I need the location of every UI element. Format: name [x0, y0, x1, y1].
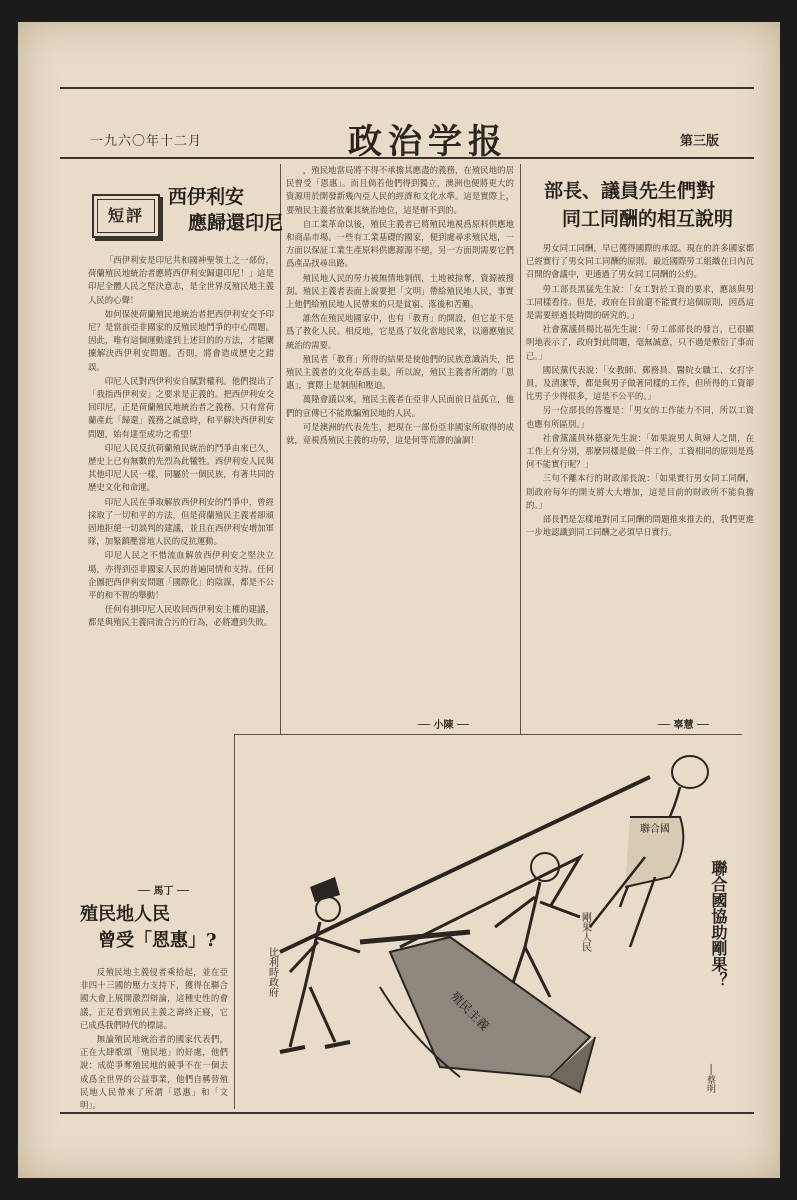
right-paragraph: 勞工部長黑猛先生說：「女工對於工資的要求，應該與男工同樣看待。但是，政府在目前還不能實行這個原則，因爲這是需要經過長時間的研究的。」 — [526, 283, 754, 321]
belgium-label: 比利時政府 — [266, 947, 278, 997]
middle-article-body — [286, 164, 514, 712]
middle-paragraph: 可是澳洲的代表先生，把現在一部份亞非國家所取得的成就，竟視爲殖民主義的功勞，這是何等荒謬的論調！ — [286, 421, 514, 446]
congo-people-figure — [495, 853, 580, 997]
newspaper-title: 政治学报 — [348, 122, 508, 162]
belgian-soldier-figure — [280, 877, 360, 1052]
right-paragraph: 另一位部長的答覆是：「男女的工作能力不同，所以工資也應有所區別。」 — [526, 405, 754, 429]
right-headline-line1: 部長、議員先生們對 — [544, 180, 716, 202]
middle-paragraph: 誰然在殖民地國家中，也有「教育」的開設，但它並不是爲了教化人民。相反地，它是爲了奴化當地民衆，以適應殖民統治的需要。 — [286, 313, 514, 350]
left-paragraph: 「西伊利安是印尼共和國神聖領土之一部份，荷蘭殖民地統治者應將西伊利安歸還印尼！」這是印尼全體人民之堅決意志，是全世界反殖民地主義人民的心聲！ — [88, 255, 274, 305]
right-paragraph: 三句不離本行的財政部長說：「如果實行男女同工同酬，則政府每年的開支將大大增加，這是目前的財政所不能負擔的。」 — [526, 473, 754, 510]
left-headline-line1: 西伊利安 — [168, 186, 245, 208]
column-divider-1 — [280, 164, 281, 734]
right-headline-line2: 同工同酬的相互說明 — [562, 208, 734, 230]
un-label: 聯合國 — [640, 824, 670, 835]
colony-article-body — [80, 966, 228, 1111]
right-paragraph: 社會黨議員楊比福先生說：「勞工部部長的發言，已很顯明地表示了，政府對此問題，毫無誠意，只不過是敷衍了事而已。」 — [526, 324, 754, 361]
middle-paragraph: 自工業革命以後，殖民主義者已將殖民地視爲原料供應地和商品市場。一些有工業基礎的國家，便到處尋求殖民地，一方面以保証工業生產原料供應源源不絕，另一方面則需要它們爲產品找尋出路。 — [286, 218, 514, 269]
left-paragraph: 印尼人民之不惜流血解放西伊利安之堅決立場，亦得到亞非國家人民的普遍同情和支持。任何企圖把西伊利安問題「國際化」的陰謀，都是不公平的和不智的舉動！ — [88, 550, 274, 601]
left-paragraph: 印尼人民在爭取解放西伊利安的鬥爭中，曾經採取了一切和平的方法，但是荷蘭殖民主義者卻頑固地拒絕一切談判的建議，並且在西伊利安增加軍隊，加緊鎮壓當地人民的反抗運動。 — [88, 496, 274, 547]
column-divider-2 — [520, 164, 521, 734]
colony-paragraph: 反殖民地主義侵者乘拾起，並在亞非四十三國的壓力支持下，獲得在聯合國大會上展開激烈辯論，這種史性的會議，正足看到殖民主義之壽終正寢，它已成爲我們時代的標誌。 — [80, 967, 228, 1030]
colony-headline-line2: 曾受「恩惠」? — [98, 930, 217, 951]
cartoon-caption: 聯合國協助剛果？ — [709, 860, 728, 988]
cannon-label: 殖民主義 — [447, 989, 492, 1034]
middle-paragraph: 萬隆會議以來，殖民主義者在亞非人民面前日益孤立，他們的宣傳已不能欺騙殖民地的人民。 — [286, 394, 514, 418]
right-article-byline: ── 辜慧 ── — [658, 720, 710, 731]
masthead-rule — [60, 157, 754, 159]
edition-label: 第三版 — [680, 134, 720, 149]
right-paragraph: 社會黨議員林德豪先生說：「如果說男人與婦人之間，在工作上有分別，那麼同樣是做一件工作，工資相同的原則是爲何不能實行呢？」 — [526, 432, 754, 470]
newspaper-page — [18, 22, 780, 1178]
left-article-byline: ── 馬丁 ── — [138, 886, 190, 897]
middle-paragraph: 殖民地人民的勞力被無情地剝削，土地被掠奪，資源被搜刮。殖民主義者表面上說要把「文明」帶給殖民地人民，事實上他們給殖民地人民帶來的只是貧窮、落後和苦難。 — [286, 272, 514, 310]
left-paragraph: 如何保使荷蘭殖民地統治者把西伊利安交予印尼？是當前亞非國家的反殖民地鬥爭的中心問題。因此，唯有這個運動達到上述目的的方法，才能闡擴解決西伊利安問題。否則，將會造成歷史之錯誤。 — [88, 308, 274, 372]
left-article-body — [88, 254, 274, 874]
middle-paragraph: ，殖民地當局將不得不承擔其應盡的義務，在殖民地的居民曾受「恩惠」。而且倘若他們得到獨立，澳洲也便將更大的資源用於開發新幾內亞人民的經濟和文化水準。這是實際上，要殖民主義者放棄其統治地位，這是辦不到的。 — [286, 165, 514, 215]
issue-date: 一九六〇年十二月 — [90, 134, 203, 149]
colony-paragraph: 無論殖民地統治者的國家代表們，正在大肆歌頌「殖民地」的好處，他們說：成從爭奪殖民地的競爭不在一個去成爲全世界的公益事業，他們自稱替殖民地人民帶來了所謂「恩惠」和「文明」。 — [80, 1034, 228, 1111]
right-paragraph: 部長們是怎樣地對同工同酬的問題推來推去的，我們更進一步地認識到同工同酬之必須早日實行。 — [526, 514, 754, 538]
people-label: 剛果人民 — [579, 912, 591, 952]
right-paragraph: 國民黨代表說：「女教師、郵務員、醫院女職工、女打字員，及清潔等，都是與男子做著同樣的工作，但所得的工資卻比男子少得很多，這是不公平的。」 — [526, 364, 754, 402]
middle-article-byline: ── 小陳 ── — [418, 720, 470, 731]
left-paragraph: 任何有損印尼人民收回西伊利安主權的建議，都是與殖民主義同流合污的行為，必將遭到失敗。 — [88, 604, 274, 628]
middle-paragraph: 殖民者「教育」所得的結果是使他們的民族意識消失，把殖民主義者的文化奉爲圭臬。所以說，殖民主義者所謂的「恩惠」，實際上是剝削和壓迫。 — [286, 353, 514, 391]
left-paragraph: 印尼人民對西伊利安自賦對權利。他們提出了「我指西伊利安」之要求是正義的。把西伊利安交回印尼，正是荷蘭殖民地統治者之義務。只有當荷蘭產此「歸還」義務之誠意時，和平解決西伊利安問題，始有達至成功之希望！ — [88, 375, 274, 439]
political-cartoon — [250, 737, 735, 1105]
top-rule — [60, 87, 754, 89]
un-figure — [590, 756, 708, 947]
right-article-body — [526, 242, 754, 712]
colony-headline-line1: 殖民地人民 — [80, 904, 170, 925]
bottom-rule — [60, 1112, 754, 1114]
cartoon-top-rule — [234, 734, 742, 735]
left-paragraph: 印尼人民反抗荷蘭殖民統治的鬥爭由來已久，歷史上已有無數的先烈為此犧牲。西伊利安人民與其他印尼人民一樣，同屬於一個民族，有著共同的歷史文化和命運。 — [88, 442, 274, 493]
left-headline-line2: 應歸還印尼 — [188, 212, 284, 234]
cartoon-artist: ──蔡明 — [705, 1064, 715, 1093]
right-paragraph: 男女同工同酬，早已獲得國際的承認。現在的許多國家都已經實行了男女同工同酬的原則。最近國際勞工組織在日內瓦召開的會議中，更通過了男女同工同酬的公約。 — [526, 243, 754, 280]
short-comment-tag: 短評 — [92, 194, 160, 238]
